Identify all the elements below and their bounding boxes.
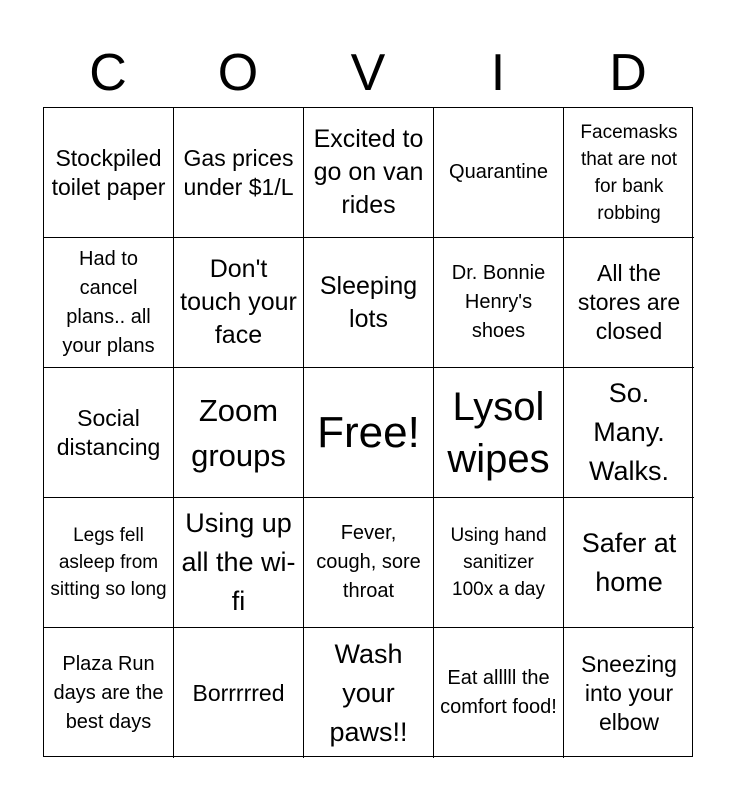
- bingo-cell[interactable]: [44, 108, 174, 238]
- bingo-cell[interactable]: [44, 628, 174, 758]
- bingo-cell[interactable]: [564, 628, 694, 758]
- bingo-header: [43, 42, 693, 104]
- cell-text: Gas prices under $1/L: [183, 144, 294, 200]
- bingo-cell[interactable]: [304, 238, 434, 368]
- bingo-cell[interactable]: [304, 498, 434, 628]
- cell-text: Dr. Bonnie Henry's shoes: [451, 262, 546, 342]
- bingo-cell[interactable]: [564, 368, 694, 498]
- cell-text: Safer at home: [581, 527, 677, 597]
- header-letter-v: V: [350, 44, 386, 102]
- header-letter-c: C: [89, 44, 127, 102]
- cell-text: Using hand sanitizer 100x a day: [450, 525, 547, 600]
- cell-text: Fever, cough, sore throat: [316, 522, 421, 602]
- bingo-cell[interactable]: [174, 108, 304, 238]
- cell-text: Zoom groups: [191, 392, 286, 473]
- bingo-cell[interactable]: [44, 498, 174, 628]
- cell-text: Sneezing into your elbow: [581, 650, 677, 735]
- cell-text: Excited to go on van rides: [313, 125, 424, 219]
- bingo-cell[interactable]: [44, 368, 174, 498]
- bingo-cell[interactable]: [174, 368, 304, 498]
- bingo-cell[interactable]: [304, 108, 434, 238]
- bingo-cell[interactable]: [434, 108, 564, 238]
- free-space-text: Free!: [317, 407, 420, 457]
- bingo-cell[interactable]: [304, 368, 434, 498]
- bingo-cell[interactable]: [564, 498, 694, 628]
- cell-text: Facemasks that are not for bank robbing: [580, 121, 678, 224]
- bingo-cell[interactable]: [434, 628, 564, 758]
- header-letter-o: O: [217, 44, 259, 102]
- cell-text: Don't touch your face: [180, 255, 297, 349]
- bingo-cell[interactable]: [174, 628, 304, 758]
- bingo-board: [43, 107, 693, 757]
- cell-text: Social distancing: [56, 404, 161, 460]
- cell-text: So. Many. Walks.: [589, 378, 669, 486]
- bingo-cell[interactable]: [174, 498, 304, 628]
- cell-text: Plaza Run days are the best days: [53, 652, 164, 733]
- bingo-cell[interactable]: [44, 238, 174, 368]
- cell-text: Using up all the wi-fi: [181, 508, 296, 616]
- bingo-cell[interactable]: [304, 628, 434, 758]
- cell-text: Quarantine: [449, 161, 548, 183]
- bingo-cell[interactable]: [434, 368, 564, 498]
- bingo-cell[interactable]: [564, 238, 694, 368]
- bingo-cell[interactable]: [434, 498, 564, 628]
- cell-text: Borrrrred: [192, 679, 285, 706]
- header-letter-d: D: [609, 44, 647, 102]
- cell-text: All the stores are closed: [577, 260, 681, 344]
- cell-text: Eat alllll the comfort food!: [440, 667, 557, 718]
- bingo-cell[interactable]: [434, 238, 564, 368]
- cell-text: Sleeping lots: [319, 271, 418, 333]
- header-letter-i: I: [490, 44, 506, 102]
- bingo-cell[interactable]: [174, 238, 304, 368]
- cell-text: Lysol wipes: [447, 384, 550, 481]
- bingo-cell[interactable]: [564, 108, 694, 238]
- cell-text: Stockpiled toilet paper: [51, 144, 166, 200]
- cell-text: Had to cancel plans.. all your plans: [62, 247, 155, 357]
- cell-text: Legs fell asleep from sitting so long: [50, 525, 167, 600]
- cell-text: Wash your paws!!: [329, 638, 408, 747]
